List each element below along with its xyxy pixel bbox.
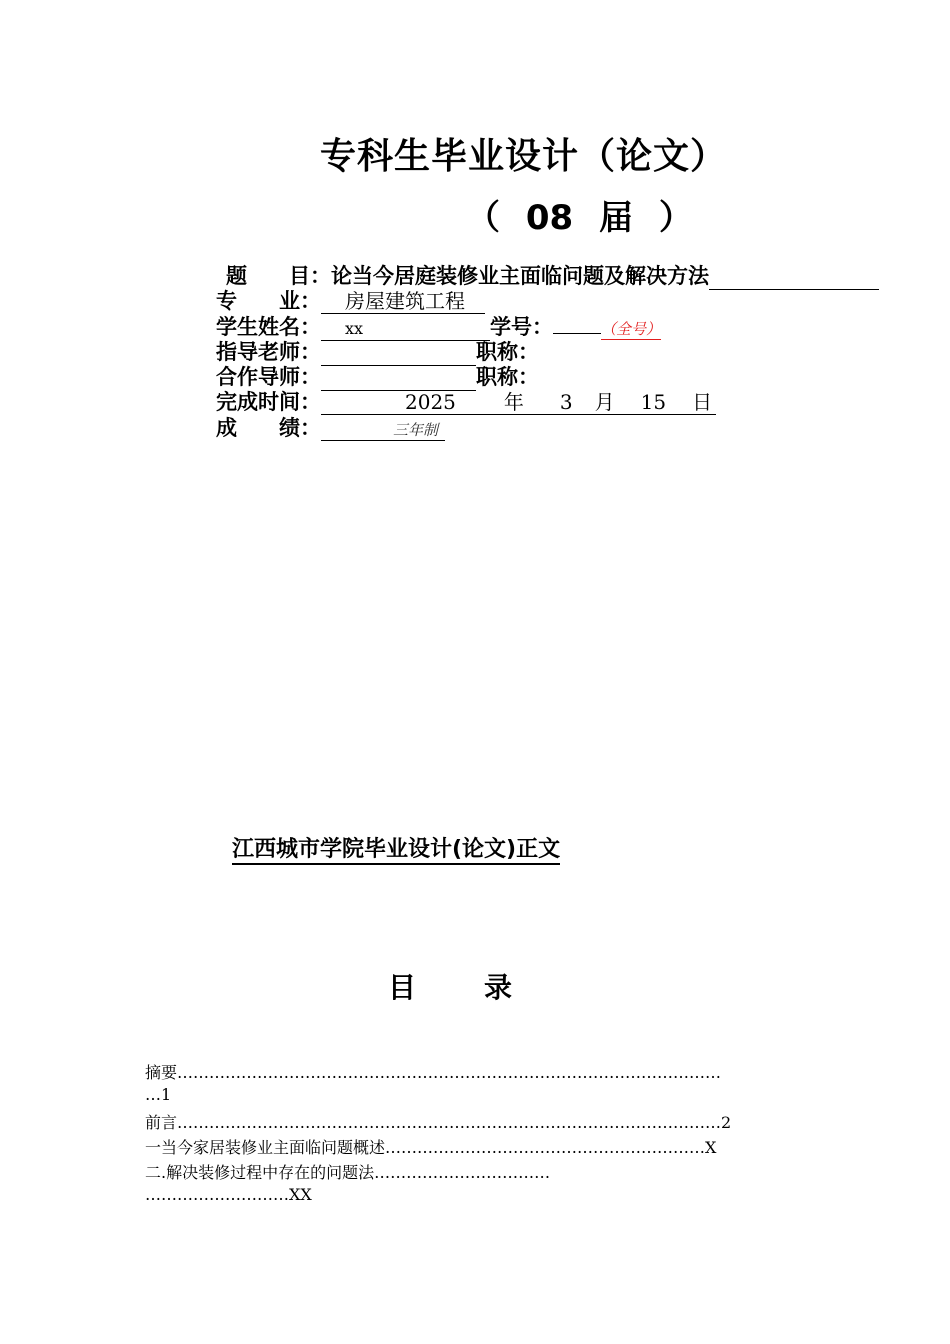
date-month: 3: [559, 390, 573, 414]
toc-line-preface[interactable]: 前言…………………………………………………………………………………………2: [145, 1113, 732, 1132]
toc-line-abstract-page[interactable]: …1: [145, 1085, 172, 1104]
coadvisor-label: 合作导师：: [216, 365, 321, 389]
toc-heading-left: 目: [388, 971, 417, 1004]
toc-line-section-2[interactable]: 二.解决装修过程中存在的问题法……………………………: [145, 1163, 551, 1182]
session-open-paren: （: [466, 198, 500, 238]
advisor-title-label: 职称：: [476, 340, 539, 364]
toc-heading-right: 录: [484, 971, 513, 1004]
session-close-paren: ）: [658, 198, 693, 238]
coadvisor-title-label: 职称：: [476, 365, 539, 389]
grade-label: 成 绩：: [216, 416, 321, 440]
document-title: 专科生毕业设计（论文）: [320, 136, 728, 177]
date-year-unit: 年: [503, 390, 524, 414]
student-id-note: （全号）: [601, 320, 662, 338]
date-day: 15: [640, 390, 667, 414]
student-name-label: 学生姓名：: [216, 315, 321, 339]
session-word: 届: [599, 198, 634, 238]
session-line: [466, 190, 693, 239]
topic-underline: [709, 269, 879, 290]
date-day-unit: 日: [692, 390, 713, 414]
student-id-label: 学号：: [490, 315, 553, 339]
advisor-label: 指导老师：: [216, 340, 321, 364]
major-value: 房屋建筑工程: [321, 289, 485, 314]
college-heading: 江西城市学院毕业设计(论文)正文: [232, 832, 560, 865]
topic-value: 论当今居庭装修业主面临问题及解决方法: [331, 264, 709, 288]
major-label: 专 业：: [216, 289, 321, 313]
grade-row: [216, 412, 445, 442]
session-year: 08: [525, 198, 574, 238]
toc-line-section-2-page[interactable]: ………………………XX: [145, 1185, 312, 1204]
toc-heading: [388, 966, 512, 1006]
student-name-value: xx: [321, 318, 490, 341]
toc-line-abstract[interactable]: 摘要…………………………………………………………………………………………: [145, 1063, 722, 1082]
topic-label: 题 目：: [226, 264, 331, 288]
grade-note: 三年制: [321, 419, 445, 441]
date-year: 2025: [405, 390, 456, 414]
date-month-unit: 月: [594, 390, 615, 414]
toc-line-section-1[interactable]: 一当今家居装修业主面临问题概述……………………………………………………X: [145, 1138, 717, 1157]
student-id-underline: [553, 315, 601, 334]
date-label: 完成时间：: [216, 390, 321, 414]
